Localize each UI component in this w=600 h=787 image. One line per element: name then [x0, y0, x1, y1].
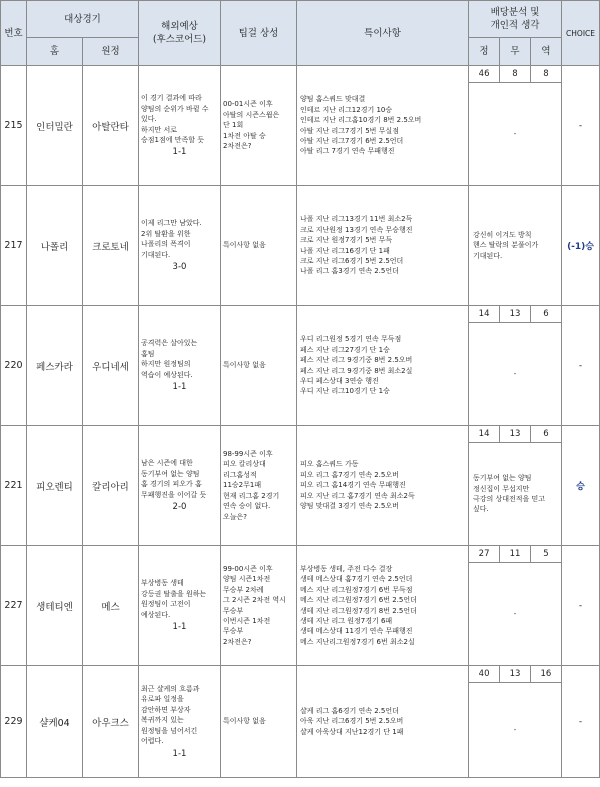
text-line: 승점1점에 만족할 듯 [141, 135, 204, 144]
table-row [1, 306, 600, 426]
text-line: 어렵다. [141, 737, 164, 746]
table-row [1, 666, 600, 778]
text-line: 생테 지난 리그원정7경기 8번 2.5언더 [300, 606, 417, 615]
header-lose: 역 [531, 38, 562, 66]
away-team: 아탈란타 [83, 66, 139, 186]
notes-cell [297, 186, 469, 306]
text-line: 오늘은? [223, 512, 248, 521]
text-line: 복귀까지 있는 [141, 716, 184, 725]
text-line: 피오 리그 홈7경기 연속 2.5오버 [300, 470, 399, 479]
text-line: 특이사항 없음 [223, 241, 266, 250]
choice-pick: - [562, 666, 600, 778]
odds-value: 8 [530, 66, 561, 83]
text-line: 크로 지난 리그6경기 5번 2.5언더 [300, 256, 404, 265]
text-line: 홈팀 [141, 349, 155, 358]
match-number: 215 [1, 66, 27, 186]
text-line: 원정팀이 고전이 [141, 600, 191, 609]
prediction-cell [139, 426, 221, 546]
predicted-score: 2-0 [172, 502, 187, 513]
text-line: 인테르 지난 리그홈10경기 8번 2.5오버 [300, 116, 422, 125]
away-team: 칼리아리 [83, 426, 139, 546]
header-draw: 무 [500, 38, 531, 66]
odds-stats [469, 426, 561, 443]
tipster-cell [221, 426, 297, 546]
notes-cell [297, 306, 469, 426]
text-line: 크로 지난원정 13경기 연속 무승행진 [300, 225, 413, 234]
text-line: 크로 지난 원정7경기 5번 무득 [300, 236, 393, 245]
opinion-text [469, 563, 561, 665]
prediction-cell [139, 66, 221, 186]
opinion-text [469, 83, 561, 185]
text-line: 페스 지난 리그 9경기중 8번 최소2실 [300, 366, 413, 375]
text-line: 무승부 [223, 606, 244, 615]
text-line: 이 경기 결과에 따라 [141, 94, 202, 103]
text-line: 00-01시즌 이후 [223, 100, 273, 109]
odds-value: 11 [500, 546, 531, 563]
text-line: 1차전 아탈 승 [223, 131, 266, 140]
header-home: 홈 [27, 38, 83, 66]
text-line: 피오 홈스쿼드 가동 [300, 460, 359, 469]
text-line: 99-00시즌 이후 [223, 564, 273, 573]
text-line: 양팀의 순위가 바뀔 수 [141, 104, 209, 113]
opinion-text [469, 683, 561, 777]
odds-value: 13 [500, 426, 531, 443]
odds-stats [469, 666, 561, 683]
text-line: 부상병동 생테 [141, 579, 184, 588]
odds-value: 27 [469, 546, 500, 563]
header-analysis: 배당분석 및 개인적 생각 [469, 1, 562, 38]
text-line: 양팀 시즌1차전 [223, 575, 271, 584]
text-line: 피오 지난 리그 홈7경기 연속 최소2득 [300, 491, 415, 500]
predicted-score: 1-1 [172, 748, 187, 759]
odds-value: 13 [500, 666, 531, 683]
odds-value: 40 [469, 666, 500, 683]
odds-stats [469, 66, 561, 83]
text-line: 생테 메스상대 11경기 연속 무패행진 [300, 627, 413, 636]
odds-value: 14 [469, 306, 500, 323]
odds-value: 46 [469, 66, 500, 83]
text-line: 생테 메스상대 홈7경기 연속 2.5언더 [300, 575, 413, 584]
tipster-cell [221, 66, 297, 186]
text-line: 예상된다. [141, 610, 171, 619]
analysis-cell [469, 426, 562, 546]
text-line: 동기부여 없는 양팀 [473, 474, 532, 483]
odds-value: 6 [530, 306, 561, 323]
home-team: 페스카라 [27, 306, 83, 426]
text-line: 생테 지난 리그 원정7경기 6패 [300, 616, 393, 625]
text-line: 2위 탈환을 위한 [141, 229, 191, 238]
predicted-score: 3-0 [172, 262, 187, 273]
text-line: 공격력은 살아있는 [141, 339, 198, 348]
text-line: 샬케 아욱상대 지난12경기 단 1패 [300, 727, 404, 736]
text-line: 단 1회 [223, 121, 244, 130]
text-line: 우디 리그원정 5경기 연속 무득점 [300, 335, 402, 344]
text-line: 아탈의 시즌스윕은 [223, 110, 280, 119]
text-line: 나폴 지난 리그13경기 11번 최소2득 [300, 215, 413, 224]
tipster-cell [221, 306, 297, 426]
header-notes: 특이사항 [297, 1, 469, 66]
text-line: 우디 페스상대 3연승 행진 [300, 376, 379, 385]
opinion-text [469, 323, 561, 425]
tipster-cell [221, 186, 297, 306]
prediction-cell [139, 666, 221, 778]
text-line: 그 2시즌 2차전 역시 [223, 596, 286, 605]
odds-value: 6 [530, 426, 561, 443]
text-line: 나폴리의 폭격이 [141, 240, 191, 249]
header-matchup: 대상경기 [27, 1, 139, 38]
analysis-cell [469, 66, 562, 186]
match-number: 229 [1, 666, 27, 778]
text-line: 싶다. [473, 505, 489, 514]
header-no: 번호 [1, 1, 27, 66]
odds-stats [469, 546, 561, 563]
text-line: 특이사항 없음 [223, 361, 266, 370]
choice-pick: (-1)승 [562, 186, 600, 306]
text-line: 2차전은? [223, 142, 252, 151]
text-line: 아탈 지난 리그7경기 5번 무실점 [300, 126, 399, 135]
text-line: - [513, 129, 517, 138]
text-line: 현재 리그홈 2경기 [223, 491, 280, 500]
header-win: 정 [469, 38, 500, 66]
text-line: 98-99시즌 이후 [223, 450, 273, 459]
text-line: 메스 지난리그원정7경기 6번 최소2실 [300, 637, 415, 646]
text-line: 아욱 지난 리그6경기 5번 2.5오버 [300, 717, 404, 726]
text-line: 홈 경기의 피오가 홈 [141, 480, 202, 489]
text-line: 핸스 탈락의 분풀이가 [473, 241, 539, 250]
table-row [1, 66, 600, 186]
text-line: 감안하면 부상자 [141, 705, 191, 714]
text-line: 극강의 상대전적을 믿고 [473, 495, 546, 503]
analysis-cell [469, 306, 562, 426]
text-line: 연속 승이 없다. [223, 502, 271, 511]
odds-value: 14 [469, 426, 500, 443]
header-prediction: 해외예상 (후스코어드) [139, 1, 221, 66]
away-team: 크로토네 [83, 186, 139, 306]
away-team: 우디네세 [83, 306, 139, 426]
choice-pick: - [562, 66, 600, 186]
text-line: 무승부 2차례 [223, 585, 264, 594]
match-number: 217 [1, 186, 27, 306]
notes-cell [297, 546, 469, 666]
text-line: 무승부 [223, 627, 244, 636]
analysis-cell [469, 666, 562, 778]
choice-pick: - [562, 546, 600, 666]
home-team: 샬케04 [27, 666, 83, 778]
text-line: 부상병동 생테, 주전 다수 결장 [300, 564, 393, 573]
text-line: 하지만 원정팀의 [141, 360, 191, 369]
header-choice: CHOICE [562, 1, 600, 66]
text-line: 우디 지난 리그10경기 단 1승 [300, 387, 390, 396]
away-team: 아우크스 [83, 666, 139, 778]
home-team: 나폴리 [27, 186, 83, 306]
tipster-cell [221, 666, 297, 778]
text-line: 동기부여 없는 양팀 [141, 469, 200, 478]
match-number: 220 [1, 306, 27, 426]
text-line: 양팀 홈스쿼드 맞대결 [300, 95, 366, 104]
text-line: 하지만 서로 [141, 125, 178, 134]
odds-stats [469, 306, 561, 323]
text-line: 있다. [141, 115, 157, 124]
analysis-cell [469, 186, 562, 306]
text-line: 피오 칼리상대 [223, 460, 266, 469]
match-number: 221 [1, 426, 27, 546]
text-line: 메스 지난 리그원정7경기 6번 무득점 [300, 585, 413, 594]
text-line: 리그홈성적 [223, 470, 257, 479]
text-line: 역습이 예상된다. [141, 370, 193, 379]
text-line: 11승2무1패 [223, 481, 262, 490]
notes-cell [297, 66, 469, 186]
table-row [1, 546, 600, 666]
home-team: 인터밀란 [27, 66, 83, 186]
notes-cell [297, 666, 469, 778]
predicted-score: 1-1 [172, 622, 187, 633]
prediction-cell [139, 546, 221, 666]
text-line: 양팀 맞대결 3경기 연속 2.5오버 [300, 502, 399, 511]
text-line: 무패행진을 이어갈 듯 [141, 490, 207, 499]
predicted-score: 1-1 [172, 382, 187, 393]
choice-pick: - [562, 306, 600, 426]
odds-value: 16 [530, 666, 561, 683]
prediction-cell [139, 186, 221, 306]
home-team: 생테티엔 [27, 546, 83, 666]
text-line: 페스 지난 리그27경기 단 1승 [300, 345, 390, 354]
text-line: 특이사항 없음 [223, 717, 266, 726]
text-line: 기대된다. [141, 250, 171, 259]
text-line: 인테르 지난 리그12경기 10승 [300, 105, 393, 114]
text-line: 강등권 탈출을 원하는 [141, 589, 207, 598]
predicted-score: 1-1 [172, 147, 187, 158]
opinion-text [469, 443, 561, 545]
text-line: 샬케 리그 홈6경기 연속 2.5언더 [300, 706, 399, 715]
odds-value: 5 [530, 546, 561, 563]
text-line: 피오 리그 홈14경기 연속 무패행진 [300, 481, 406, 490]
text-line: 나폴 리그 홈3경기 연속 2.5언더 [300, 267, 399, 276]
header-tipster: 팁걸 상성 [221, 1, 297, 66]
away-team: 메스 [83, 546, 139, 666]
match-number: 227 [1, 546, 27, 666]
opinion-text [469, 186, 561, 305]
text-line: 강신히 이겨도 방칙 [473, 230, 532, 239]
text-line: 페스 지난 리그 9경기중 8번 2.5오버 [300, 356, 413, 365]
text-line: - [513, 369, 517, 378]
text-line: 이제 리그만 남았다. [141, 219, 202, 228]
text-line: 이번시즌 1차전 [223, 616, 271, 625]
text-line: 아탈 리그 7경기 연속 무패행진 [300, 147, 395, 156]
odds-value: 13 [500, 306, 531, 323]
text-line: 원정팀을 넘어서긴 [141, 726, 198, 735]
text-line: 최근 샬케의 흐름과 [141, 685, 200, 694]
tipster-cell [221, 546, 297, 666]
text-line: 유로파 일정을 [141, 695, 184, 704]
analysis-cell [469, 546, 562, 666]
header-away: 원정 [83, 38, 139, 66]
odds-value: 8 [500, 66, 531, 83]
text-line: - [513, 725, 517, 734]
text-line: 기대된다. [473, 251, 503, 260]
text-line: 2차전은? [223, 637, 252, 646]
text-line: 메스 지난 리그원정7경기 6번 2.5언더 [300, 596, 417, 605]
prediction-cell [139, 306, 221, 426]
text-line: 아탈 지난 리그7경기 6번 2.5언더 [300, 136, 404, 145]
text-line: - [513, 609, 517, 618]
text-line: 나폴 지난 리그16경기 단 1패 [300, 246, 390, 255]
notes-cell [297, 426, 469, 546]
table-row [1, 186, 600, 306]
table-row [1, 426, 600, 546]
text-line: 정신집이 무섭지만 [473, 484, 530, 493]
choice-pick: 승 [562, 426, 600, 546]
home-team: 피오렌티 [27, 426, 83, 546]
text-line: 남은 시즌에 대한 [141, 459, 193, 468]
